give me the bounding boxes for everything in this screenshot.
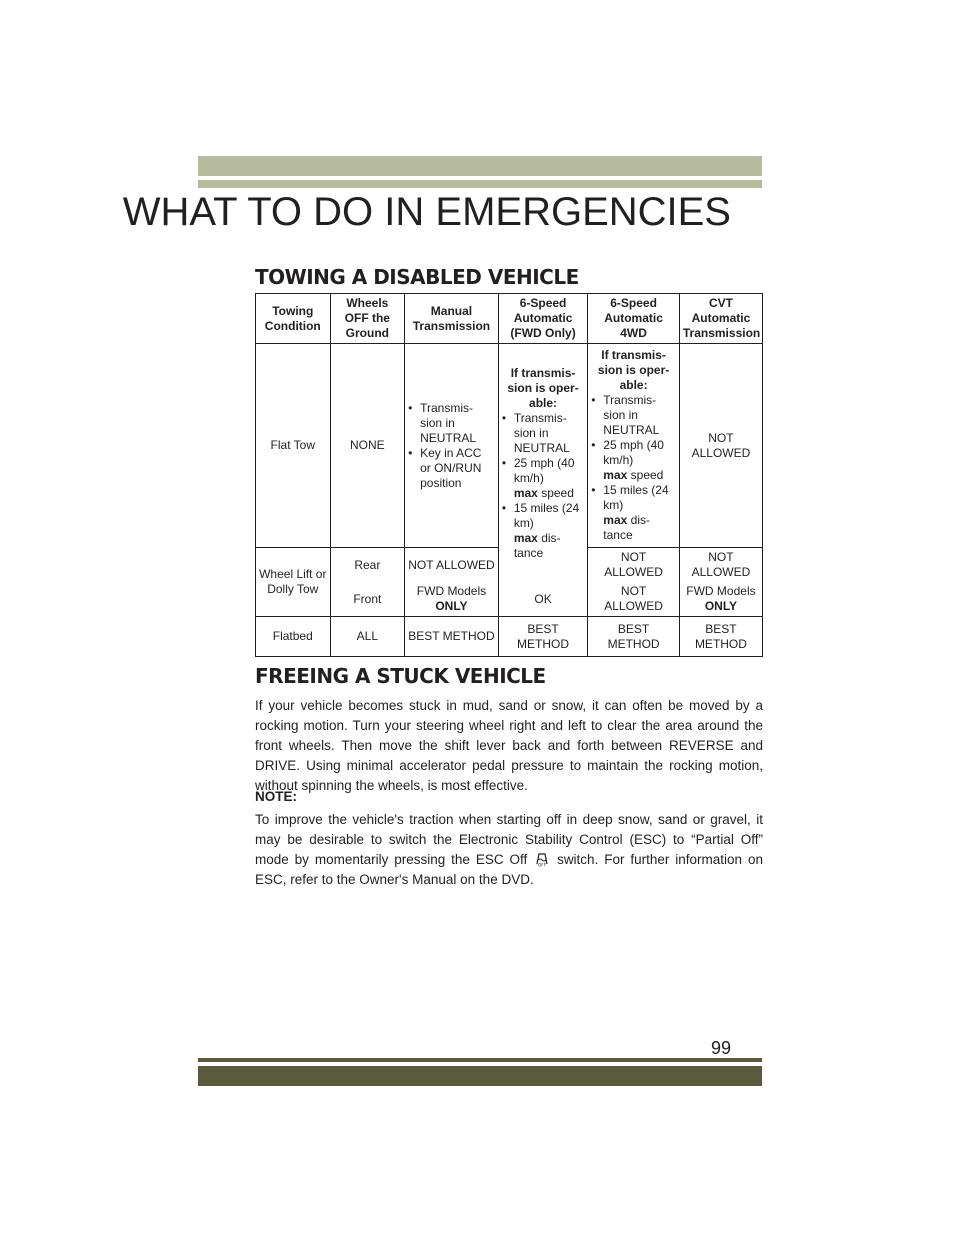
cell-cvt: NOT ALLOWED <box>679 344 762 548</box>
distance-word: dis- tance <box>603 513 650 542</box>
col-header: Towing Condition <box>256 294 331 344</box>
footer-stripe <box>198 1058 762 1062</box>
cell-cvt: NOT ALLOWED <box>679 548 762 583</box>
cell-auto-4wd: NOT ALLOWED <box>588 582 680 617</box>
col-header: 6-Speed Automatic (FWD Only) <box>498 294 587 344</box>
distance-value: 15 miles (24 km) <box>603 483 669 512</box>
cell-wheels: NONE <box>330 344 405 548</box>
cell-manual: NOT ALLOWED <box>405 548 499 583</box>
list-item <box>502 456 584 501</box>
cell-manual <box>405 582 499 617</box>
cell-auto-fwd <box>498 344 587 583</box>
cell-cvt <box>679 582 762 617</box>
towing-heading: TOWING A DISABLED VEHICLE <box>255 265 579 289</box>
note-text-b: switch. For further information on ESC, refer to the Owner's Manual on the DVD. <box>255 852 763 887</box>
cell-auto-4wd: NOT ALLOWED <box>588 548 680 583</box>
note-paragraph <box>255 810 763 890</box>
speed-value: 25 mph (40 km/h) <box>513 455 575 485</box>
footer-bar <box>198 1066 762 1086</box>
cell-auto-fwd: BEST METHOD <box>498 617 587 657</box>
table-row-flat-tow <box>256 344 763 548</box>
only-label: ONLY <box>704 599 738 613</box>
table-header-row <box>256 294 763 344</box>
max-word: max <box>513 485 538 500</box>
cell-cvt: BEST METHOD <box>679 617 762 657</box>
speed-word: speed <box>541 485 574 500</box>
section-title: WHAT TO DO IN EMERGENCIES <box>122 190 731 234</box>
speed-value: 25 mph (40 km/h) <box>603 438 664 467</box>
max-word: max <box>603 513 628 527</box>
fwd-models-label: FWD Models <box>416 584 487 598</box>
list-item: • Transmis- sion in NEUTRAL <box>502 411 584 456</box>
col-header: CVT Automatic Transmission <box>679 294 762 344</box>
header-bar <box>198 156 762 176</box>
operable-label: If transmis- sion is oper- able: <box>507 365 579 410</box>
cell-auto-fwd: OK <box>498 582 587 617</box>
list-item <box>502 501 584 561</box>
col-header: 6-Speed Automatic 4WD <box>588 294 680 344</box>
cell-auto-4wd <box>588 344 680 548</box>
cell-wheels: Front <box>330 582 405 617</box>
col-header: Wheels OFF the Ground <box>330 294 405 344</box>
only-label: ONLY <box>435 599 468 613</box>
towing-table <box>255 293 763 657</box>
page-number: 99 <box>710 1038 731 1058</box>
list-item: • Transmis- sion in NEUTRAL <box>408 401 495 446</box>
auto-4wd-list <box>591 393 676 543</box>
freeing-heading: FREEING A STUCK VEHICLE <box>255 664 546 688</box>
distance-word: dis- tance <box>513 530 561 560</box>
cell-auto-4wd: BEST METHOD <box>588 617 680 657</box>
header-stripe <box>198 180 762 188</box>
distance-value: 15 miles (24 km) <box>513 500 580 530</box>
col-header: Manual Transmission <box>405 294 499 344</box>
svg-text:OFF: OFF <box>538 862 547 867</box>
note-text-a: To improve the vehicle's traction when starting off in deep snow, sand or gravel, it may be desirable to switch the Electronic Stability Control (ESC) to “Partial Off” mode by momentarily pressing the ESC Off <box>255 812 763 867</box>
operable-label: If transmis- sion is oper- able: <box>597 348 670 392</box>
esc-off-icon <box>535 851 549 867</box>
cell-condition: Flatbed <box>256 617 331 657</box>
list-item <box>591 438 676 483</box>
table-row-wheel-lift-front <box>256 582 763 617</box>
table-row-flatbed <box>256 617 763 657</box>
cell-manual: BEST METHOD <box>405 617 499 657</box>
cell-manual <box>405 344 499 548</box>
freeing-paragraph: If your vehicle becomes stuck in mud, sand or snow, it can often be moved by a rocking motion. Turn your steering wheel right and left to clear the area around the front wheels. Then move the shift lever back and forth between REVERSE and DRIVE. Using minimal accelerator pedal pressure to maintain the rocking motion, without spinning the wheels, is most effective. <box>255 698 763 793</box>
max-word: max <box>603 468 628 482</box>
note-label: NOTE: <box>255 789 297 804</box>
list-item: • Key in ACC or ON/RUN position <box>408 446 495 491</box>
max-word: max <box>513 530 538 545</box>
auto-fwd-list <box>502 411 584 561</box>
list-item <box>591 483 676 543</box>
cell-condition: Flat Tow <box>256 344 331 548</box>
cell-condition: Wheel Lift or Dolly Tow <box>256 548 331 617</box>
manual-list <box>408 401 495 491</box>
cell-wheels: ALL <box>330 617 405 657</box>
list-item: • Transmis- sion in NEUTRAL <box>591 393 676 438</box>
fwd-models-label: FWD Models <box>686 584 756 598</box>
cell-wheels: Rear <box>330 548 405 583</box>
speed-word: speed <box>630 468 664 482</box>
